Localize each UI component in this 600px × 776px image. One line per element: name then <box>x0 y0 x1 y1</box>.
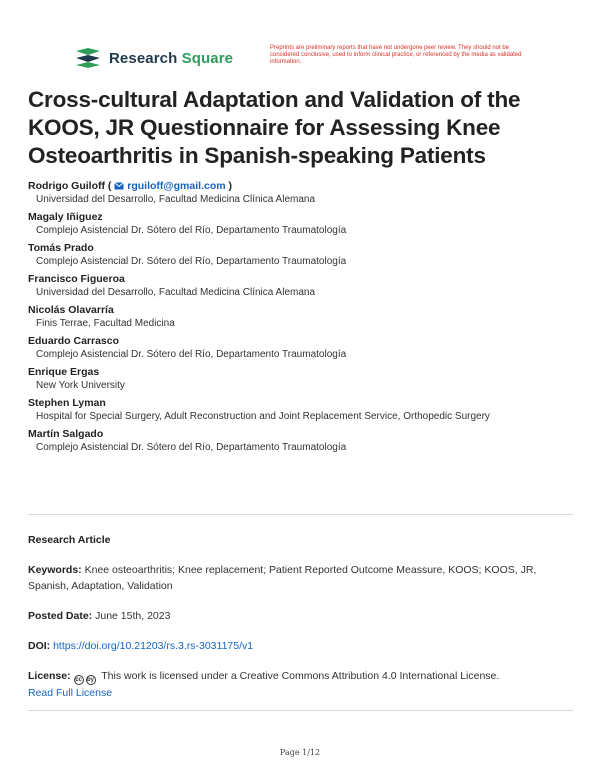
author-entry <box>28 273 588 299</box>
author-affiliation: New York University <box>36 380 125 391</box>
paper-title: Cross-cultural Adaptation and Validation of the KOOS, JR Questionnaire for Assessing Knee Osteoarthritis in Spanish-speaking Patients <box>28 87 521 168</box>
author-name: Eduardo Carrasco <box>28 335 120 347</box>
author-name: Martín Salgado <box>28 428 104 440</box>
page-number: Page 1/12 <box>279 748 321 757</box>
author-name: Rodrigo Guiloff <box>28 180 105 192</box>
author-affiliation: Complejo Asistencial Dr. Sótero del Río, Departamento Traumatología <box>36 225 347 236</box>
author-name: Nicolás Olavarría <box>28 304 114 316</box>
author-entry <box>28 335 588 361</box>
author-entry <box>28 366 588 392</box>
doi-label: DOI: <box>28 640 51 652</box>
keywords <box>28 562 573 594</box>
close-paren: ) <box>228 180 232 192</box>
author-affiliation: Complejo Asistencial Dr. Sótero del Río, Departamento Traumatología <box>36 349 347 360</box>
author-entry <box>28 242 588 268</box>
author-entry <box>28 428 588 454</box>
by-icon: by <box>87 677 95 683</box>
cc-badge <box>74 675 96 685</box>
preprint-disclaimer: Preprints are preliminary reports that have not undergone peer review. They should not be considered conclusive, used to inform clinical practice, or referenced by the media as validated information. <box>270 45 522 65</box>
header <box>0 0 600 80</box>
author-entry <box>28 304 588 330</box>
article-type-label: Research Article <box>28 534 111 546</box>
read-full-license-link[interactable]: Read Full License <box>28 687 113 699</box>
posted-date-value: June 15th, 2023 <box>95 610 171 622</box>
author-affiliation: Universidad del Desarrollo, Facultad Medicina Clínica Alemana <box>36 194 316 205</box>
author-email-link[interactable] <box>114 180 225 192</box>
envelope-icon <box>114 182 124 190</box>
license-label: License: <box>28 670 71 682</box>
doi-link[interactable]: https://doi.org/10.21203/rs.3.rs-3031175/v1 <box>53 640 254 652</box>
posted-date <box>28 608 573 624</box>
author-name: Enrique Ergas <box>28 366 100 378</box>
open-paren: ( <box>107 180 112 192</box>
divider <box>28 514 573 515</box>
author-email: rguiloff@gmail.com <box>127 180 226 192</box>
keywords-label: Keywords: <box>28 564 82 576</box>
author-name: Magaly Iñiguez <box>28 211 103 223</box>
author-entry <box>28 211 588 237</box>
author-affiliation: Universidad del Desarrollo, Facultad Medicina Clínica Alemana <box>36 287 316 298</box>
research-square-logo[interactable] <box>74 47 233 69</box>
author-affiliation: Complejo Asistencial Dr. Sótero del Río, Departamento Traumatología <box>36 256 347 267</box>
author-entry <box>28 397 588 423</box>
author-name: Tomás Prado <box>28 242 94 254</box>
license-text: This work is licensed under a Creative Commons Attribution 4.0 International License. <box>101 670 500 682</box>
author-list <box>28 180 588 459</box>
divider <box>28 710 573 711</box>
author-entry <box>28 180 588 206</box>
author-affiliation: Hospital for Special Surgery, Adult Reconstruction and Joint Replacement Service, Orthopedic Surgery <box>36 411 490 422</box>
author-name: Francisco Figueroa <box>28 273 125 285</box>
author-name: Stephen Lyman <box>28 397 106 409</box>
doi <box>28 638 573 654</box>
keywords-value: Knee osteoarthritis; Knee replacement; Patient Reported Outcome Meassure, KOOS; KOOS, JR, Spanish, Adaptation, Validation <box>28 564 537 592</box>
license <box>28 668 573 701</box>
cc-icon: cc <box>75 677 82 683</box>
research-square-logo-icon <box>74 47 102 69</box>
author-affiliation: Complejo Asistencial Dr. Sótero del Río, Departamento Traumatología <box>36 442 347 453</box>
logo-text: Research Square <box>109 49 234 67</box>
author-affiliation: Finis Terrae, Facultad Medicina <box>36 318 175 329</box>
article-type <box>28 532 573 548</box>
posted-date-label: Posted Date: <box>28 610 93 622</box>
